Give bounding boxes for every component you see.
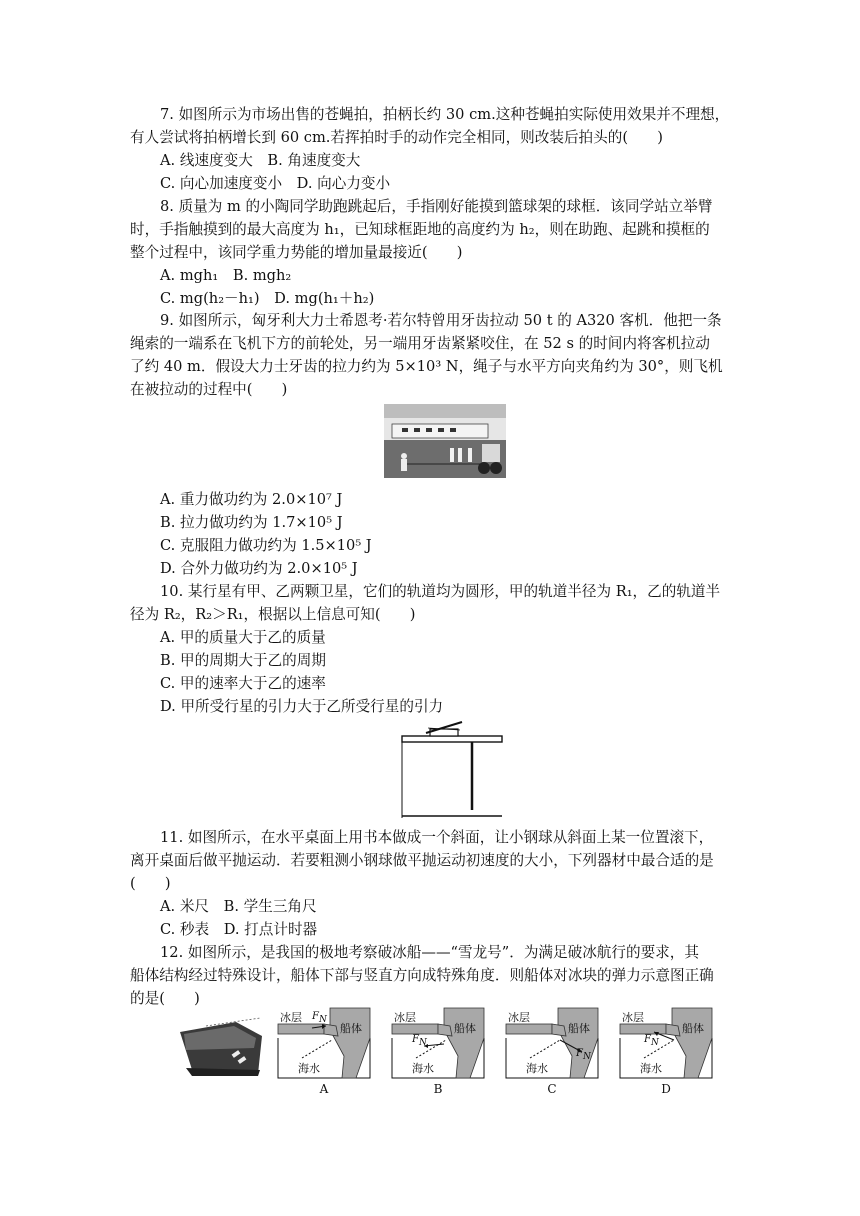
q11-options-cd: C. 秒表 D. 打点计时器 xyxy=(160,921,318,938)
q7-stem-line2: 有人尝试将拍柄增长到 60 cm.若挥拍时手的动作完全相同，则改装后拍头的( ) xyxy=(130,129,663,146)
fn-label xyxy=(312,1011,327,1025)
ice-label: 冰层 xyxy=(394,1011,416,1024)
q8-options-cd: C. mg(h₂－h₁) D. mg(h₁＋h₂) xyxy=(160,290,375,307)
sea-label: 海水 xyxy=(298,1062,320,1075)
q12-diagram-d xyxy=(614,1004,718,1096)
hull-label: 船体 xyxy=(682,1022,704,1035)
q8-stem-line1: 8. 质量为 m 的小陶同学助跑跳起后，手指刚好能摸到篮球架的球框．该同学站立举臂 xyxy=(160,198,713,215)
fn-subscript: N xyxy=(418,1038,427,1048)
diagram-label-c: C xyxy=(547,1082,557,1096)
q9-stem-line1: 9. 如图所示，匈牙利大力士希恩考·若尔特曾用牙齿拉动 50 t 的 A320 客机．他把一条 xyxy=(160,312,722,329)
q9-option-d: D. 合外力做功约为 2.0×10⁵ J xyxy=(160,560,358,577)
q10-option-a: A. 甲的质量大于乙的质量 xyxy=(160,629,326,646)
q11-stem-line2: 离开桌面后做平抛运动．若要粗测小钢球做平抛运动初速度的大小，下列器材中最合适的是 xyxy=(130,852,714,869)
fn-symbol: F xyxy=(644,1034,651,1045)
q9-option-a: A. 重力做功约为 2.0×10⁷ J xyxy=(160,491,343,508)
q10-stem-line1: 10. 某行星有甲、乙两颗卫星，它们的轨道均为圆形，甲的轨道半径为 R₁，乙的轨道半 xyxy=(160,583,721,600)
q8-stem-line3: 整个过程中，该同学重力势能的增加量最接近( ) xyxy=(130,244,463,261)
sea-label: 海水 xyxy=(640,1062,662,1075)
fn-symbol: F xyxy=(312,1011,319,1022)
fn-symbol: F xyxy=(576,1048,583,1059)
icebreaker-ship-photo xyxy=(176,1014,266,1078)
airplane-pull-photo xyxy=(384,404,506,478)
q12-diagram-b xyxy=(386,1004,490,1096)
q12-diagram-c xyxy=(500,1004,604,1096)
fn-label xyxy=(412,1034,427,1048)
hull-label: 船体 xyxy=(454,1022,476,1035)
q7-options-ab: A. 线速度变大 B. 角速度变大 xyxy=(160,152,361,169)
q9-option-c: C. 克服阻力做功约为 1.5×10⁵ J xyxy=(160,537,372,554)
q12-stem-line2: 船体结构经过特殊设计，船体下部与竖直方向成特殊角度．则船体对冰块的弹力示意图正确 xyxy=(130,967,714,984)
fn-subscript: N xyxy=(582,1052,591,1062)
q10-stem-line2: 径为 R₂，R₂＞R₁，根据以上信息可知( ) xyxy=(130,606,416,623)
diagram-label-a: A xyxy=(319,1082,329,1096)
q8-options-ab: A. mgh₁ B. mgh₂ xyxy=(160,267,292,284)
q11-stem-line1: 11. 如图所示，在水平桌面上用书本做成一个斜面，让小钢球从斜面上某一位置滚下， xyxy=(160,829,714,846)
fn-symbol: F xyxy=(412,1034,419,1045)
q7-options-cd: C. 向心加速度变小 D. 向心力变小 xyxy=(160,175,391,192)
fn-subscript: N xyxy=(318,1015,327,1025)
ice-label: 冰层 xyxy=(280,1011,302,1024)
q10-option-b: B. 甲的周期大于乙的周期 xyxy=(160,652,326,669)
q12-diagram-a xyxy=(272,1004,376,1096)
q9-stem-line3: 了约 40 m．假设大力士牙齿的拉力约为 5×10³ N，绳子与水平方向夹角约为 30°，则飞机 xyxy=(130,358,723,375)
q12-stem-line1: 12. 如图所示，是我国的极地考察破冰船——“雪龙号”．为满足破冰航行的要求，其 xyxy=(160,944,699,961)
ice-label: 冰层 xyxy=(622,1011,644,1024)
q11-stem-line3: ( ) xyxy=(130,875,171,892)
hull-label: 船体 xyxy=(568,1022,590,1035)
fn-label xyxy=(644,1034,659,1048)
q9-stem-line2: 绳索的一端系在飞机下方的前轮处，另一端用牙齿紧紧咬住，在 52 s 的时间内将客机拉动 xyxy=(130,335,710,352)
q11-options-ab: A. 米尺 B. 学生三角尺 xyxy=(160,898,317,915)
diagram-label-b: B xyxy=(433,1082,443,1096)
ice-label: 冰层 xyxy=(508,1011,530,1024)
sea-label: 海水 xyxy=(412,1062,434,1075)
sea-label: 海水 xyxy=(526,1062,548,1075)
fn-label xyxy=(576,1048,591,1062)
q9-option-b: B. 拉力做功约为 1.7×10⁵ J xyxy=(160,514,343,531)
q8-stem-line2: 时，手指触摸到的最大高度为 h₁，已知球框距地的高度约为 h₂，则在助跑、起跳和摸框的 xyxy=(130,221,710,238)
q7-stem-line1: 7. 如图所示为市场出售的苍蝇拍，拍柄长约 30 cm.这种苍蝇拍实际使用效果并不理想， xyxy=(160,106,730,123)
fn-subscript: N xyxy=(650,1038,659,1048)
q9-stem-line4: 在被拉动的过程中( ) xyxy=(130,381,288,398)
diagram-label-d: D xyxy=(661,1082,671,1096)
table-incline-figure xyxy=(400,718,504,820)
q10-option-c: C. 甲的速率大于乙的速率 xyxy=(160,675,326,692)
hull-label: 船体 xyxy=(340,1022,362,1035)
q12-stem-line3: 的是( ) xyxy=(130,990,200,1007)
q10-option-d: D. 甲所受行星的引力大于乙所受行星的引力 xyxy=(160,698,444,715)
